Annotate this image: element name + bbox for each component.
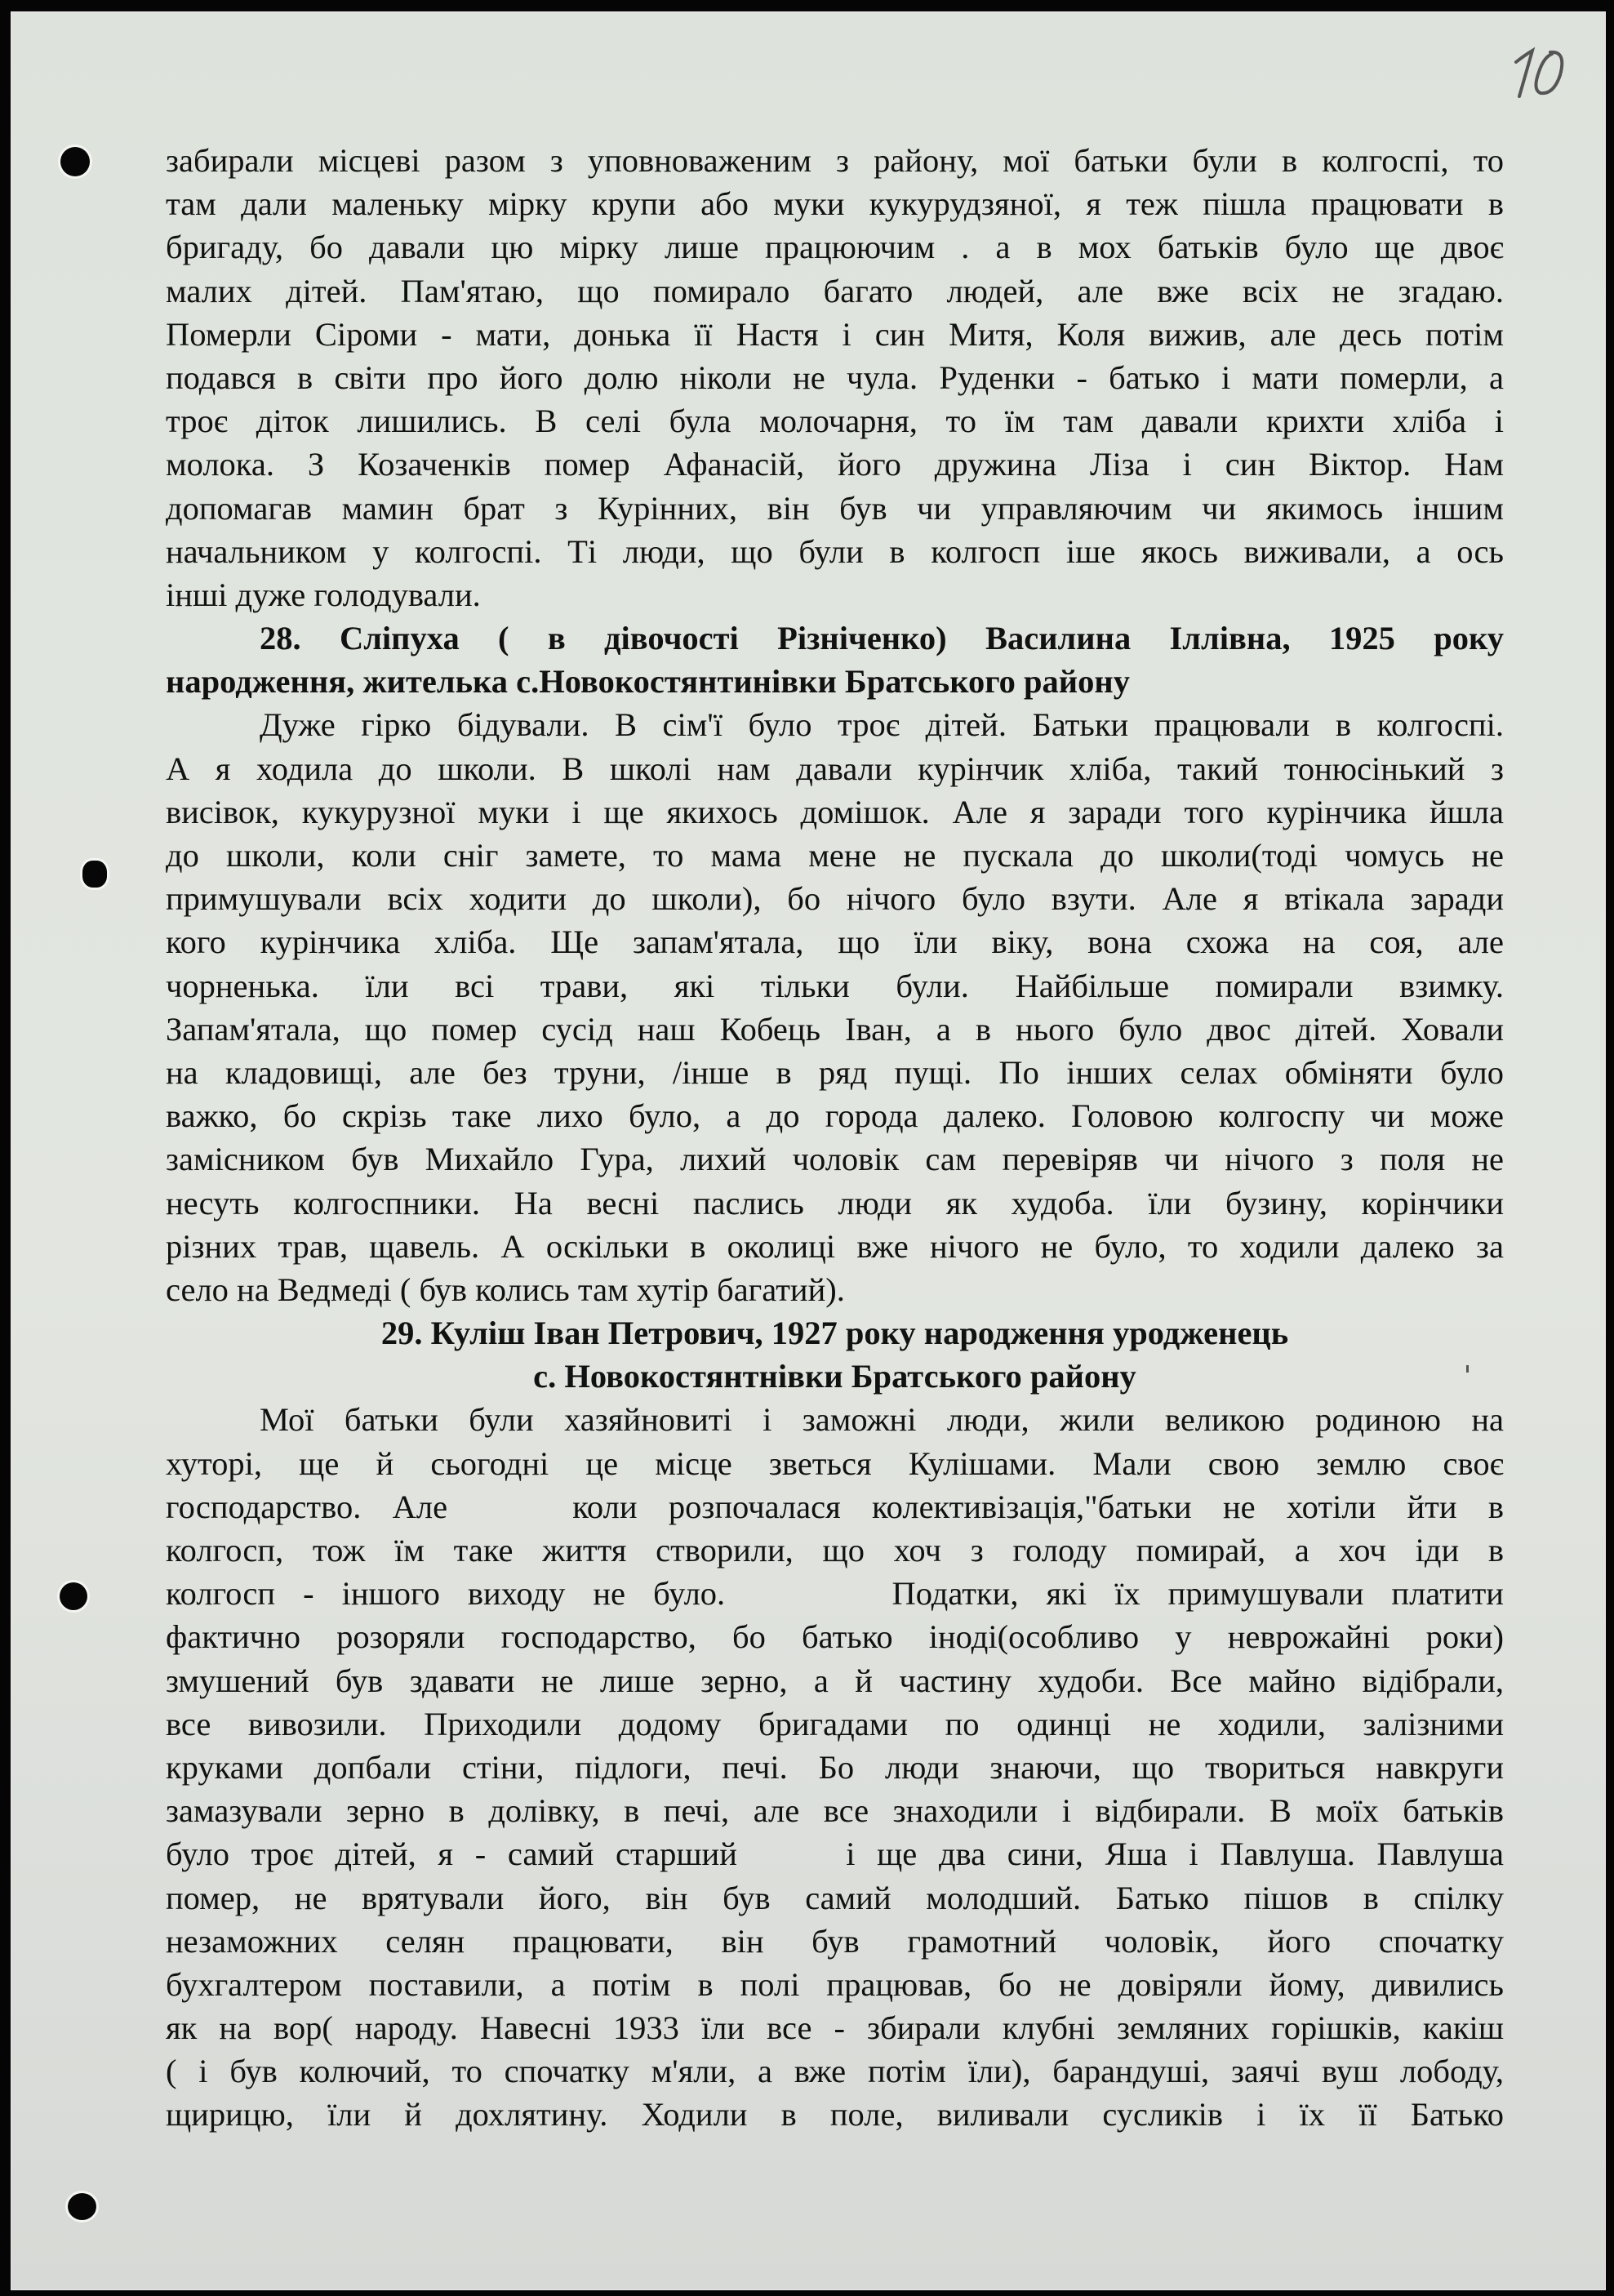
text-line: село на Ведмеді ( був колись там хутір багатий). [166,1270,845,1308]
entry-29-heading [166,1311,1504,1398]
text-line: різних трав, щавель. А оскільки в околиці вже нічого не було, то ходили далеко за [166,1227,1504,1265]
text-line: кого курінчика хліба. Ще запам'ятала, що їли віку, вона схожа на соя, але [166,923,1504,961]
handwritten-page-number [1510,44,1575,101]
text-line: чорненька. їли всі трави, які тільки були. Найбільше помирали взимку. [166,967,1504,1004]
text-line: колгосп - іншого виходу не було. Податки, які їх примушували платити [166,1575,1504,1613]
text-line: як на вор( народу. Навесні 1933 їли все - збирали клубні земляних горішків, какіш [166,2009,1504,2047]
text-line: А я ходила до школи. В школі нам давали курінчик хліба, такий тонюсінький з [166,750,1504,787]
punch-hole [82,861,107,888]
page-number-drawing [1510,44,1575,101]
text-line: там дали маленьку мірку крупи або муки кукурудзяної, я теж пішла працювати в [166,185,1504,223]
heading-line: 28. Сліпуха ( в дівочості Різніченко) Василина Іллівна, 1925 року [260,620,1504,657]
text-line: круками допбали стіни, підлоги, печі. Бо люди знаючи, що твориться навкруги [166,1748,1504,1786]
text-line: бухгалтером поставили, а потім в полі працював, бо не довіряли йому, дивились [166,1965,1504,2003]
text-line: на кладовищі, але без труни, /інше в ряд пущі. По інших селах обміняти було [166,1053,1504,1091]
punch-hole [60,1582,87,1610]
text-line: до школи, коли сніг замете, то мама мене не пускала до школи(тоді чомусь не [166,837,1504,874]
document-text [166,139,1504,2137]
text-line: щирицю, їли й дохлятину. Ходили в поле, виливали сусликів і їх її Батько [166,2096,1504,2134]
text-line: господарство. Але коли розпочалася колективізація,"батьки не хотіли йти в [166,1488,1504,1525]
document-page [11,11,1606,2290]
text-line: Дуже гірко бідували. В сім'ї було троє дітей. Батьки працювали в колгоспі. [260,706,1504,744]
text-line: ( і був колючий, то спочатку м'яли, а вже потім їли), барандуші, заячі вуш лободу, [166,2053,1504,2090]
page-number-text [1575,44,1576,45]
text-line: висівок, кукурузної муки і ще якихось домішок. Але я заради того курінчика йшла [166,793,1504,830]
heading-line: с. Новокостянтнівки Братського району [533,1358,1136,1395]
text-line: все вивозили. Приходили додому бригадами по одинці не ходили, залізними [166,1705,1504,1742]
text-line: змушений був здавати не лише зерно, а й частину худоби. Все майно відібрали, [166,1662,1504,1699]
text-line: Мої батьки були хазяйновиті і заможні люди, жили великою родиною на [260,1401,1504,1439]
text-line: замазували зерно в долівку, в печі, але все знаходили і відбирали. В моїх батьків [166,1792,1504,1830]
entry-29-testimony [166,1398,1504,2136]
text-line: було троє дітей, я - самий старший і ще два сини, Яша і Павлуша. Павлуша [166,1835,1504,1873]
text-line: колгосп, тож їм таке життя створили, що хоч з голоду помирай, а хоч іди в [166,1532,1504,1568]
text-line: забирали місцеві разом з уповноваженим з району, мої батьки були в колгоспі, то [166,142,1504,179]
text-line: начальником у колгоспі. Ті люди, що були в колгосп іше якось виживали, а ось [166,532,1504,570]
text-line: хуторі, ще й сьогодні це місце зветься Кулішами. Мали свою землю своє [166,1444,1504,1482]
text-line: помер, не врятували його, він був самий молодший. Батько пішов в спілку [166,1879,1504,1916]
text-line: молока. З Козаченків помер Афанасій, його дружина Ліза і син Віктор. Нам [166,446,1504,483]
text-line: замісником був Михайло Гура, лихий чоловік сам перевіряв чи нічого з поля не [166,1141,1504,1178]
text-line: малих дітей. Пам'ятаю, що помирало багато людей, але вже всіх не згадаю. [166,272,1504,309]
text-line: інші дуже голодували. [166,576,481,613]
text-line: примушували всіх ходити до школи), бо нічого було взути. Але я втікала заради [166,880,1504,918]
entry-28-heading [166,616,1504,703]
entry-28-testimony [166,703,1504,1311]
heading-line: народження, жителька с.Новокостянтинівки Братського району [166,663,1130,701]
text-line: троє діток лишились. В селі була молочарня, то їм там давали крихти хліба і [166,403,1504,440]
heading-line: 29. Куліш Іван Петрович, 1927 року народження уродженець [380,1315,1289,1352]
punch-hole [68,2193,96,2220]
text-line: допомагав мамин брат з Курінних, він був чи управляючим чи якимось іншим [166,489,1504,527]
text-line: важко, бо скрізь таке лихо було, а до города далеко. Головою колгоспу чи може [166,1097,1504,1135]
text-line: несуть колгоспники. На весні паслись люди як худоба. їли бузину, корінчики [166,1184,1504,1221]
text-line: незаможних селян працювати, він був грамотний чоловік, його спочатку [166,1922,1504,1960]
testimony-paragraph-continued [166,139,1504,616]
text-line: Померли Сіроми - мати, донька її Настя і син Митя, Коля вижив, але десь потім [166,315,1504,353]
punch-hole [60,147,90,176]
text-line: Запам'ятала, що помер сусід наш Кобець Іван, а в нього було двос дітей. Ховали [166,1010,1504,1048]
text-line: подався в світи про його долю ніколи не чула. Руденки - батько і мати померли, а [166,358,1504,396]
text-line: фактично розоряли господарство, бо батько іноді(особливо у неврожайні роки) [166,1618,1504,1656]
text-line: бригаду, бо давали цю мірку лише працюючим . а в мох батьків було ще двоє [166,229,1504,266]
